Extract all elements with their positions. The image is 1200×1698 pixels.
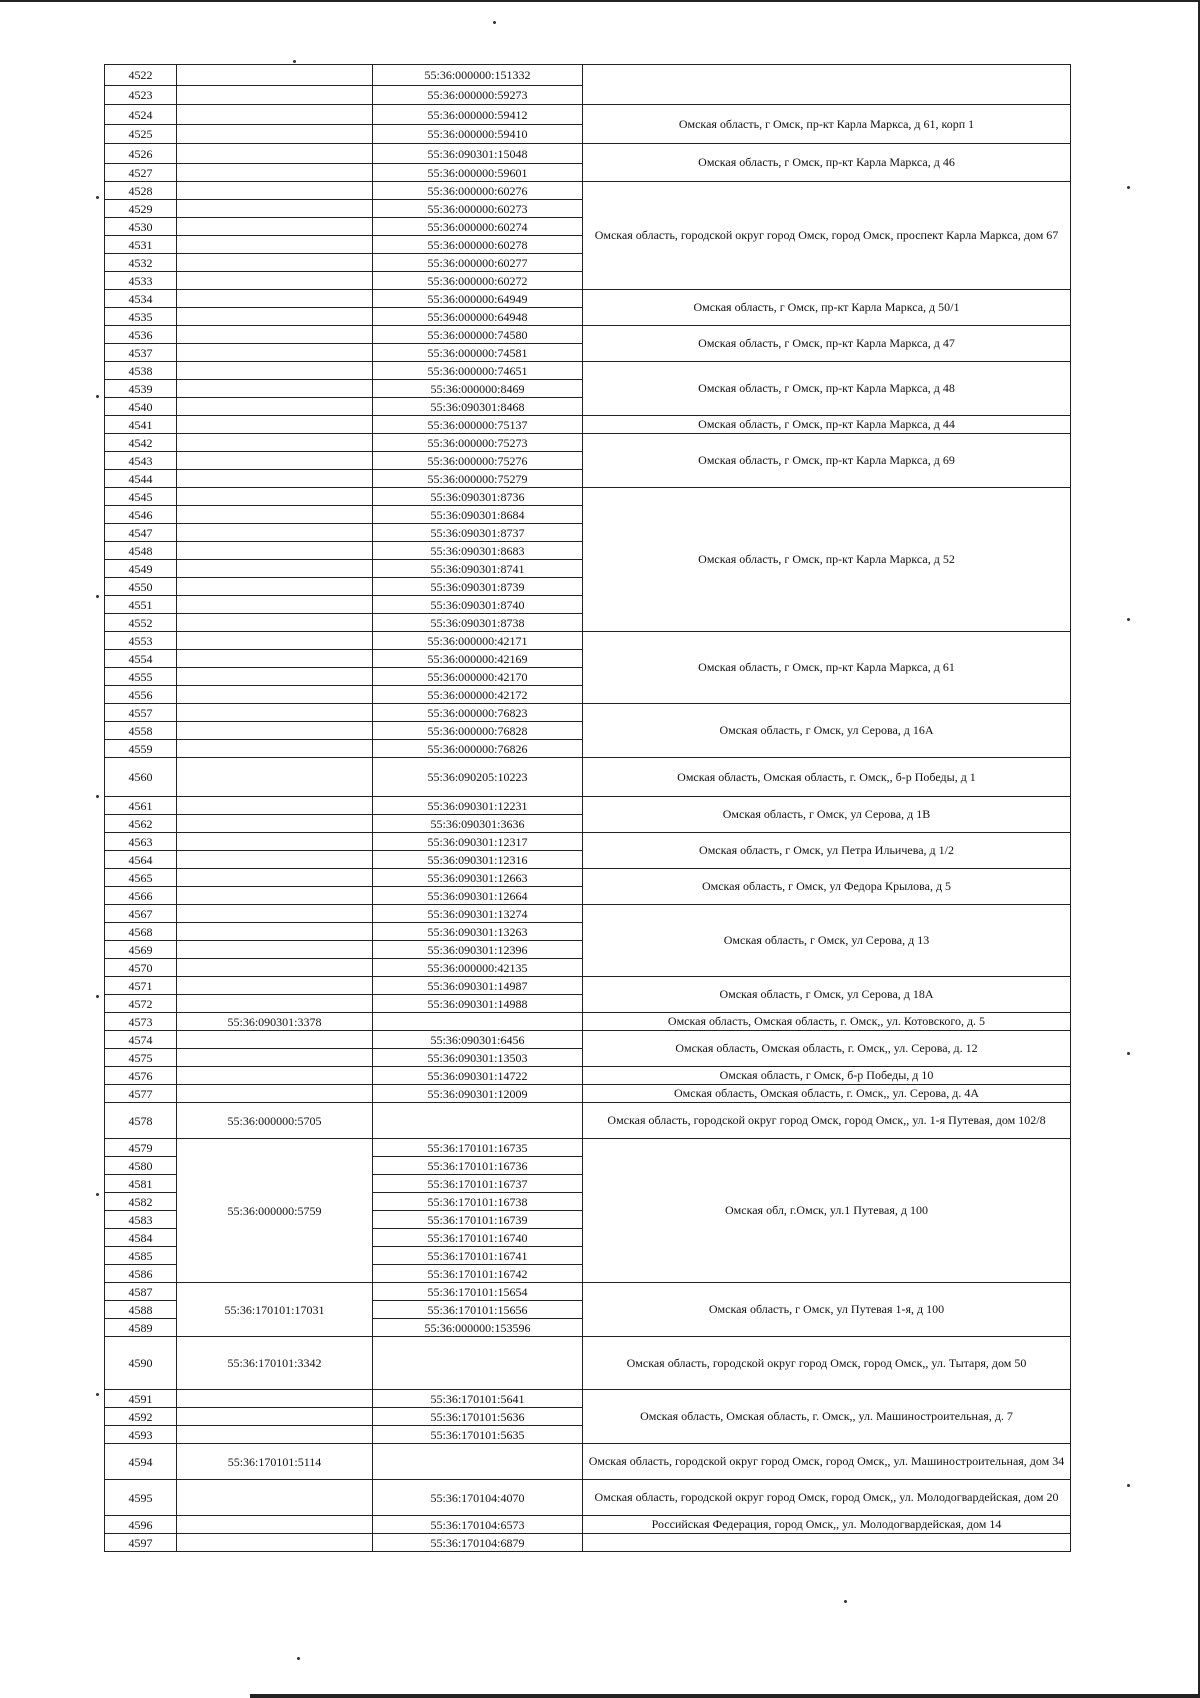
object-cadastral-cell [177, 887, 373, 905]
row-number-cell: 4530 [105, 218, 177, 236]
object-cadastral-cell [177, 851, 373, 869]
address-cell: Омская область, г Омск, ул Петра Ильичева, д 1/2 [583, 833, 1071, 869]
cadastral-number-cell: 55:36:000000:75273 [373, 434, 583, 452]
row-number-cell: 4558 [105, 722, 177, 740]
scan-speck [844, 1600, 847, 1603]
row-number-cell: 4525 [105, 125, 177, 144]
cadastral-number-cell [373, 1103, 583, 1139]
cadastral-number-cell: 55:36:170101:5641 [373, 1390, 583, 1408]
address-cell: Омская область, городской округ город Омск, город Омск, проспект Карла Маркса, дом 67 [583, 182, 1071, 290]
row-number-cell: 4590 [105, 1337, 177, 1390]
table-row [105, 182, 1071, 200]
cadastral-number-cell: 55:36:090301:8684 [373, 506, 583, 524]
row-number-cell: 4574 [105, 1031, 177, 1049]
cadastral-number-cell: 55:36:000000:76826 [373, 740, 583, 758]
row-number-cell: 4597 [105, 1534, 177, 1552]
row-number-cell: 4559 [105, 740, 177, 758]
object-cadastral-cell [177, 1390, 373, 1408]
cadastral-number-cell: 55:36:000000:60277 [373, 254, 583, 272]
scan-speck [96, 1193, 99, 1196]
object-cadastral-cell [177, 416, 373, 434]
scan-speck [293, 60, 296, 63]
cadastral-number-cell: 55:36:090301:8741 [373, 560, 583, 578]
row-number-cell: 4562 [105, 815, 177, 833]
cadastral-number-cell: 55:36:090301:8468 [373, 398, 583, 416]
object-cadastral-cell [177, 1067, 373, 1085]
object-cadastral-cell [177, 560, 373, 578]
cadastral-number-cell: 55:36:170104:6573 [373, 1516, 583, 1534]
table-row [105, 1480, 1071, 1516]
cadastral-number-cell: 55:36:170101:16735 [373, 1139, 583, 1157]
object-cadastral-cell [177, 632, 373, 650]
object-cadastral-cell [177, 758, 373, 797]
cadastral-number-cell: 55:36:170101:15656 [373, 1301, 583, 1319]
address-cell: Российская Федерация, город Омск,, ул. Молодогвардейская, дом 14 [583, 1516, 1071, 1534]
object-cadastral-cell [177, 1534, 373, 1552]
cadastral-number-cell: 55:36:170104:4070 [373, 1480, 583, 1516]
address-cell: Омская область, городской округ город Омск, город Омск,, ул. Машиностроительная, дом 34 [583, 1444, 1071, 1480]
row-number-cell: 4583 [105, 1211, 177, 1229]
cadastral-number-cell: 55:36:090301:8740 [373, 596, 583, 614]
row-number-cell: 4570 [105, 959, 177, 977]
cadastral-number-cell: 55:36:000000:60274 [373, 218, 583, 236]
address-cell: Омская обл, г.Омск, ул.1 Путевая, д 100 [583, 1139, 1071, 1283]
object-cadastral-cell [177, 1031, 373, 1049]
address-cell: Омская область, Омская область, г. Омск,, ул. Котовского, д. 5 [583, 1013, 1071, 1031]
row-number-cell: 4531 [105, 236, 177, 254]
cadastral-number-cell: 55:36:000000:74580 [373, 326, 583, 344]
row-number-cell: 4539 [105, 380, 177, 398]
object-cadastral-cell [177, 833, 373, 851]
row-number-cell: 4561 [105, 797, 177, 815]
address-cell: Омская область, г Омск, ул Серова, д 1В [583, 797, 1071, 833]
row-number-cell: 4544 [105, 470, 177, 488]
address-cell: Омская область, городской округ город Омск, город Омск,, ул. Молодогвардейская, дом 20 [583, 1480, 1071, 1516]
cadastral-number-cell: 55:36:090301:8683 [373, 542, 583, 560]
cadastral-number-cell: 55:36:000000:42171 [373, 632, 583, 650]
table-row [105, 1337, 1071, 1390]
row-number-cell: 4548 [105, 542, 177, 560]
object-cadastral-cell [177, 797, 373, 815]
cadastral-number-cell: 55:36:090301:13274 [373, 905, 583, 923]
address-cell: Омская область, г Омск, пр-кт Карла Маркса, д 44 [583, 416, 1071, 434]
table-row [105, 326, 1071, 344]
object-cadastral-cell [177, 362, 373, 380]
object-cadastral-cell [177, 398, 373, 416]
table-row [105, 905, 1071, 923]
object-cadastral-cell [177, 86, 373, 105]
row-number-cell: 4584 [105, 1229, 177, 1247]
address-cell: Омская область, г Омск, ул Серова, д 13 [583, 905, 1071, 977]
cadastral-number-cell: 55:36:000000:64949 [373, 290, 583, 308]
cadastral-number-cell: 55:36:170101:16740 [373, 1229, 583, 1247]
cadastral-number-cell: 55:36:090301:14722 [373, 1067, 583, 1085]
row-number-cell: 4571 [105, 977, 177, 995]
table-row [105, 1390, 1071, 1408]
cadastral-number-cell: 55:36:170101:16736 [373, 1157, 583, 1175]
row-number-cell: 4595 [105, 1480, 177, 1516]
object-cadastral-cell [177, 815, 373, 833]
object-cadastral-cell: 55:36:000000:5759 [177, 1139, 373, 1283]
scan-speck [1127, 618, 1130, 621]
address-cell: Омская область, городской округ город Омск, город Омск,, ул. 1-я Путевая, дом 102/8 [583, 1103, 1071, 1139]
row-number-cell: 4532 [105, 254, 177, 272]
table-row [105, 797, 1071, 815]
row-number-cell: 4527 [105, 164, 177, 182]
scan-speck [96, 795, 99, 798]
table-row [105, 833, 1071, 851]
row-number-cell: 4576 [105, 1067, 177, 1085]
table-row [105, 105, 1071, 125]
scan-speck [297, 1657, 300, 1660]
address-cell: Омская область, Омская область, г. Омск,, ул. Серова, д. 12 [583, 1031, 1071, 1067]
cadastral-number-cell: 55:36:170101:16742 [373, 1265, 583, 1283]
cadastral-table [104, 64, 1071, 1552]
cadastral-number-cell: 55:36:000000:76828 [373, 722, 583, 740]
row-number-cell: 4585 [105, 1247, 177, 1265]
object-cadastral-cell [177, 923, 373, 941]
address-cell: Омская область, г Омск, ул Путевая 1-я, д 100 [583, 1283, 1071, 1337]
cadastral-number-cell: 55:36:090301:12231 [373, 797, 583, 815]
object-cadastral-cell [177, 236, 373, 254]
row-number-cell: 4564 [105, 851, 177, 869]
row-number-cell: 4578 [105, 1103, 177, 1139]
table-row [105, 1534, 1071, 1552]
object-cadastral-cell [177, 470, 373, 488]
object-cadastral-cell [177, 686, 373, 704]
row-number-cell: 4572 [105, 995, 177, 1013]
table-row [105, 416, 1071, 434]
row-number-cell: 4537 [105, 344, 177, 362]
cadastral-number-cell: 55:36:090301:12664 [373, 887, 583, 905]
cadastral-number-cell: 55:36:090301:14987 [373, 977, 583, 995]
address-cell: Омская область, г Омск, пр-кт Карла Маркса, д 61 [583, 632, 1071, 704]
cadastral-number-cell [373, 1013, 583, 1031]
table-row [105, 1516, 1071, 1534]
object-cadastral-cell [177, 380, 373, 398]
cadastral-number-cell: 55:36:000000:59601 [373, 164, 583, 182]
cadastral-number-cell: 55:36:000000:74651 [373, 362, 583, 380]
cadastral-number-cell: 55:36:170101:16738 [373, 1193, 583, 1211]
object-cadastral-cell: 55:36:000000:5705 [177, 1103, 373, 1139]
table-row [105, 758, 1071, 797]
object-cadastral-cell [177, 182, 373, 200]
address-cell: Омская область, городской округ город Омск, город Омск,, ул. Тытаря, дом 50 [583, 1337, 1071, 1390]
cadastral-number-cell: 55:36:000000:60273 [373, 200, 583, 218]
object-cadastral-cell [177, 488, 373, 506]
cadastral-number-cell [373, 1444, 583, 1480]
row-number-cell: 4551 [105, 596, 177, 614]
object-cadastral-cell [177, 722, 373, 740]
row-number-cell: 4555 [105, 668, 177, 686]
scan-speck [1127, 1484, 1130, 1487]
object-cadastral-cell: 55:36:170101:3342 [177, 1337, 373, 1390]
cadastral-number-cell: 55:36:000000:42135 [373, 959, 583, 977]
cadastral-number-cell: 55:36:000000:60272 [373, 272, 583, 290]
object-cadastral-cell [177, 308, 373, 326]
scan-speck [96, 1393, 99, 1396]
cadastral-number-cell: 55:36:000000:42170 [373, 668, 583, 686]
cadastral-number-cell: 55:36:000000:64948 [373, 308, 583, 326]
table-row [105, 1283, 1071, 1301]
object-cadastral-cell [177, 959, 373, 977]
object-cadastral-cell [177, 977, 373, 995]
object-cadastral-cell [177, 1408, 373, 1426]
object-cadastral-cell [177, 344, 373, 362]
cadastral-table-body [105, 65, 1071, 1552]
address-cell: Омская область, г Омск, ул Серова, д 16А [583, 704, 1071, 758]
row-number-cell: 4594 [105, 1444, 177, 1480]
address-cell: Омская область, г Омск, пр-кт Карла Маркса, д 47 [583, 326, 1071, 362]
cadastral-number-cell: 55:36:000000:8469 [373, 380, 583, 398]
cadastral-number-cell: 55:36:090301:13263 [373, 923, 583, 941]
scan-edge-strip [250, 1694, 1200, 1698]
address-cell [583, 65, 1071, 105]
address-cell: Омская область, г Омск, ул Серова, д 18А [583, 977, 1071, 1013]
object-cadastral-cell [177, 650, 373, 668]
table-row [105, 434, 1071, 452]
cadastral-number-cell: 55:36:090301:8738 [373, 614, 583, 632]
address-cell: Омская область, Омская область, г. Омск,, ул. Серова, д. 4А [583, 1085, 1071, 1103]
scan-speck [96, 595, 99, 598]
address-cell: Омская область, г Омск, пр-кт Карла Маркса, д 50/1 [583, 290, 1071, 326]
address-cell: Омская область, г Омск, пр-кт Карла Маркса, д 61, корп 1 [583, 105, 1071, 144]
row-number-cell: 4588 [105, 1301, 177, 1319]
cadastral-number-cell: 55:36:000000:76823 [373, 704, 583, 722]
row-number-cell: 4538 [105, 362, 177, 380]
object-cadastral-cell [177, 941, 373, 959]
table-row [105, 290, 1071, 308]
row-number-cell: 4582 [105, 1193, 177, 1211]
row-number-cell: 4566 [105, 887, 177, 905]
object-cadastral-cell [177, 542, 373, 560]
row-number-cell: 4553 [105, 632, 177, 650]
scan-speck [493, 21, 496, 24]
cadastral-number-cell: 55:36:090301:12316 [373, 851, 583, 869]
row-number-cell: 4556 [105, 686, 177, 704]
cadastral-number-cell: 55:36:000000:42172 [373, 686, 583, 704]
cadastral-number-cell: 55:36:170104:6879 [373, 1534, 583, 1552]
object-cadastral-cell [177, 105, 373, 125]
row-number-cell: 4542 [105, 434, 177, 452]
row-number-cell: 4536 [105, 326, 177, 344]
row-number-cell: 4591 [105, 1390, 177, 1408]
row-number-cell: 4567 [105, 905, 177, 923]
object-cadastral-cell [177, 740, 373, 758]
row-number-cell: 4541 [105, 416, 177, 434]
object-cadastral-cell [177, 995, 373, 1013]
object-cadastral-cell [177, 164, 373, 182]
cadastral-number-cell: 55:36:000000:75276 [373, 452, 583, 470]
address-cell: Омская область, г Омск, пр-кт Карла Маркса, д 46 [583, 144, 1071, 182]
object-cadastral-cell [177, 614, 373, 632]
cadastral-number-cell: 55:36:090301:13503 [373, 1049, 583, 1067]
row-number-cell: 4586 [105, 1265, 177, 1283]
cadastral-number-cell: 55:36:090301:8737 [373, 524, 583, 542]
table-row [105, 869, 1071, 887]
row-number-cell: 4587 [105, 1283, 177, 1301]
object-cadastral-cell [177, 1049, 373, 1067]
table-row [105, 65, 1071, 86]
cadastral-number-cell: 55:36:090301:12396 [373, 941, 583, 959]
row-number-cell: 4593 [105, 1426, 177, 1444]
object-cadastral-cell [177, 905, 373, 923]
object-cadastral-cell [177, 434, 373, 452]
row-number-cell: 4549 [105, 560, 177, 578]
cadastral-number-cell: 55:36:170101:5636 [373, 1408, 583, 1426]
row-number-cell: 4560 [105, 758, 177, 797]
table-row [105, 1067, 1071, 1085]
cadastral-number-cell: 55:36:000000:74581 [373, 344, 583, 362]
table-row [105, 362, 1071, 380]
row-number-cell: 4573 [105, 1013, 177, 1031]
cadastral-number-cell: 55:36:000000:60276 [373, 182, 583, 200]
scan-speck [96, 395, 99, 398]
table-row [105, 1031, 1071, 1049]
object-cadastral-cell: 55:36:170101:5114 [177, 1444, 373, 1480]
cadastral-number-cell: 55:36:090301:14988 [373, 995, 583, 1013]
row-number-cell: 4579 [105, 1139, 177, 1157]
cadastral-number-cell: 55:36:000000:59410 [373, 125, 583, 144]
row-number-cell: 4522 [105, 65, 177, 86]
table-row [105, 704, 1071, 722]
cadastral-number-cell: 55:36:170101:15654 [373, 1283, 583, 1301]
row-number-cell: 4577 [105, 1085, 177, 1103]
row-number-cell: 4580 [105, 1157, 177, 1175]
scan-speck [96, 196, 99, 199]
object-cadastral-cell: 55:36:170101:17031 [177, 1283, 373, 1337]
table-row [105, 488, 1071, 506]
row-number-cell: 4575 [105, 1049, 177, 1067]
object-cadastral-cell [177, 1426, 373, 1444]
cadastral-number-cell: 55:36:090301:12009 [373, 1085, 583, 1103]
address-cell: Омская область, г Омск, ул Федора Крылова, д 5 [583, 869, 1071, 905]
address-cell [583, 1534, 1071, 1552]
object-cadastral-cell [177, 200, 373, 218]
table-row [105, 1085, 1071, 1103]
object-cadastral-cell: 55:36:090301:3378 [177, 1013, 373, 1031]
row-number-cell: 4563 [105, 833, 177, 851]
cadastral-number-cell: 55:36:090301:12663 [373, 869, 583, 887]
row-number-cell: 4592 [105, 1408, 177, 1426]
object-cadastral-cell [177, 1480, 373, 1516]
row-number-cell: 4554 [105, 650, 177, 668]
row-number-cell: 4557 [105, 704, 177, 722]
table-row [105, 977, 1071, 995]
cadastral-number-cell: 55:36:170101:5635 [373, 1426, 583, 1444]
cadastral-number-cell: 55:36:090301:6456 [373, 1031, 583, 1049]
address-cell: Омская область, г Омск, пр-кт Карла Маркса, д 52 [583, 488, 1071, 632]
row-number-cell: 4552 [105, 614, 177, 632]
cadastral-number-cell: 55:36:000000:59412 [373, 105, 583, 125]
cadastral-number-cell: 55:36:170101:16741 [373, 1247, 583, 1265]
object-cadastral-cell [177, 326, 373, 344]
object-cadastral-cell [177, 524, 373, 542]
cadastral-number-cell: 55:36:090301:12317 [373, 833, 583, 851]
cadastral-number-cell [373, 1337, 583, 1390]
row-number-cell: 4524 [105, 105, 177, 125]
cadastral-number-cell: 55:36:000000:59273 [373, 86, 583, 105]
object-cadastral-cell [177, 596, 373, 614]
cadastral-number-cell: 55:36:090301:8736 [373, 488, 583, 506]
address-cell: Омская область, Омская область, г. Омск,, ул. Машиностроительная, д. 7 [583, 1390, 1071, 1444]
scan-speck [96, 995, 99, 998]
cadastral-number-cell: 55:36:000000:153596 [373, 1319, 583, 1337]
row-number-cell: 4596 [105, 1516, 177, 1534]
cadastral-number-cell: 55:36:000000:75137 [373, 416, 583, 434]
object-cadastral-cell [177, 578, 373, 596]
scan-speck [1127, 1052, 1130, 1055]
object-cadastral-cell [177, 668, 373, 686]
cadastral-number-cell: 55:36:000000:60278 [373, 236, 583, 254]
cadastral-number-cell: 55:36:170101:16739 [373, 1211, 583, 1229]
object-cadastral-cell [177, 506, 373, 524]
object-cadastral-cell [177, 1085, 373, 1103]
cadastral-number-cell: 55:36:090301:15048 [373, 144, 583, 164]
cadastral-number-cell: 55:36:000000:75279 [373, 470, 583, 488]
object-cadastral-cell [177, 1516, 373, 1534]
table-row [105, 144, 1071, 164]
cadastral-number-cell: 55:36:090301:8739 [373, 578, 583, 596]
table-row [105, 1103, 1071, 1139]
table-row [105, 1013, 1071, 1031]
row-number-cell: 4528 [105, 182, 177, 200]
object-cadastral-cell [177, 704, 373, 722]
address-cell: Омская область, г Омск, б-р Победы, д 10 [583, 1067, 1071, 1085]
cadastral-number-cell: 55:36:000000:42169 [373, 650, 583, 668]
object-cadastral-cell [177, 218, 373, 236]
table-row [105, 632, 1071, 650]
row-number-cell: 4523 [105, 86, 177, 105]
row-number-cell: 4545 [105, 488, 177, 506]
cadastral-number-cell: 55:36:170101:16737 [373, 1175, 583, 1193]
row-number-cell: 4565 [105, 869, 177, 887]
row-number-cell: 4581 [105, 1175, 177, 1193]
row-number-cell: 4526 [105, 144, 177, 164]
object-cadastral-cell [177, 272, 373, 290]
cadastral-number-cell: 55:36:090301:3636 [373, 815, 583, 833]
cadastral-number-cell: 55:36:090205:10223 [373, 758, 583, 797]
row-number-cell: 4547 [105, 524, 177, 542]
row-number-cell: 4529 [105, 200, 177, 218]
row-number-cell: 4569 [105, 941, 177, 959]
row-number-cell: 4540 [105, 398, 177, 416]
address-cell: Омская область, г Омск, пр-кт Карла Маркса, д 48 [583, 362, 1071, 416]
row-number-cell: 4550 [105, 578, 177, 596]
row-number-cell: 4568 [105, 923, 177, 941]
scan-speck [1127, 186, 1130, 189]
object-cadastral-cell [177, 65, 373, 86]
cadastral-number-cell: 55:36:000000:151332 [373, 65, 583, 86]
address-cell: Омская область, г Омск, пр-кт Карла Маркса, д 69 [583, 434, 1071, 488]
table-row [105, 1139, 1071, 1157]
row-number-cell: 4533 [105, 272, 177, 290]
row-number-cell: 4534 [105, 290, 177, 308]
row-number-cell: 4546 [105, 506, 177, 524]
object-cadastral-cell [177, 290, 373, 308]
object-cadastral-cell [177, 452, 373, 470]
table-row [105, 1444, 1071, 1480]
object-cadastral-cell [177, 254, 373, 272]
row-number-cell: 4589 [105, 1319, 177, 1337]
address-cell: Омская область, Омская область, г. Омск,, б-р Победы, д 1 [583, 758, 1071, 797]
object-cadastral-cell [177, 125, 373, 144]
row-number-cell: 4543 [105, 452, 177, 470]
object-cadastral-cell [177, 869, 373, 887]
object-cadastral-cell [177, 144, 373, 164]
row-number-cell: 4535 [105, 308, 177, 326]
